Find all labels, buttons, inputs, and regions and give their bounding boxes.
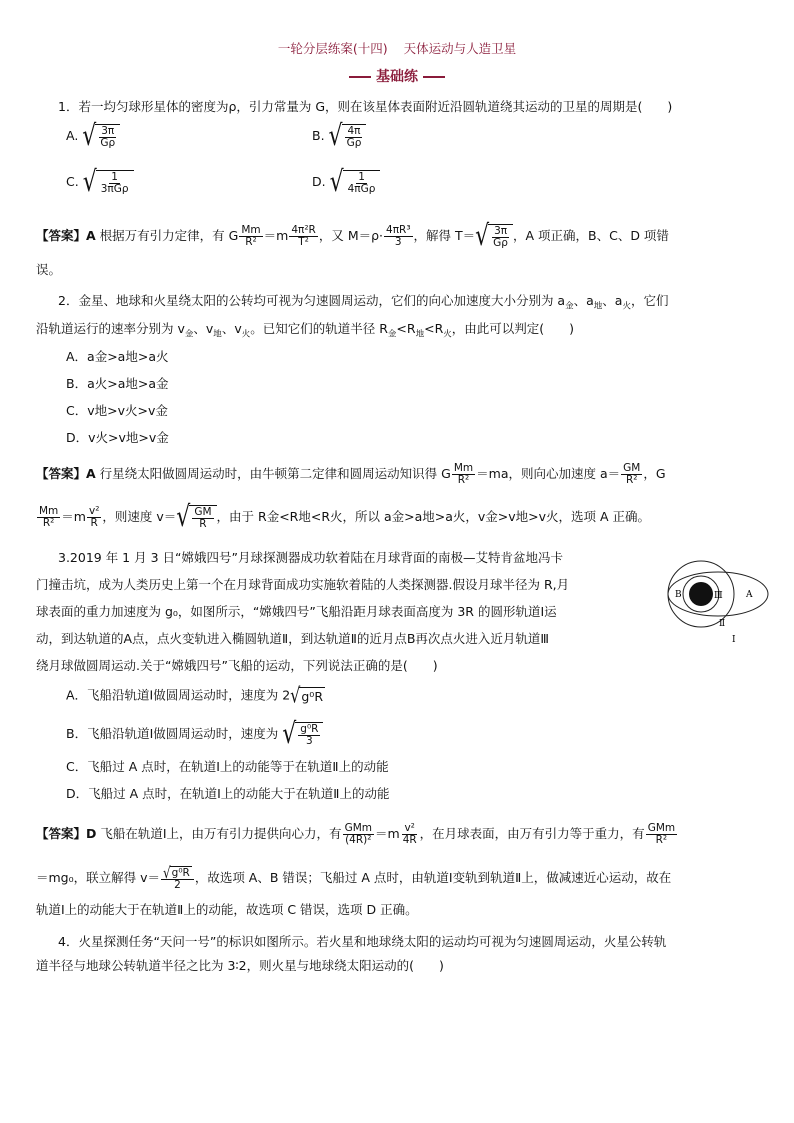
right-rule [423, 76, 445, 78]
q2-option-d: D．v火>v地>v金 [66, 430, 169, 445]
answer-text: ＝m [61, 509, 86, 524]
denominator: R² [42, 517, 55, 529]
q3-stem-line5: 绕月球做圆周运动.关于“嫦娥四号”飞船的运动，下列说法正确的是( ) [36, 658, 438, 673]
answer-text: 根据万有引力定律，有 G [99, 228, 239, 243]
q2-answer-line1 [36, 463, 666, 486]
denominator: 4πGρ [347, 183, 376, 195]
q3-stem-line4: 动，到达轨道的A点，点火变轨进入椭圆轨道Ⅱ，到达轨道Ⅱ的近月点B再次点火进入近月轨道Ⅲ [36, 631, 550, 646]
stem-text: 沿轨道运行的速率分别为 v [36, 321, 185, 336]
denominator: R² [457, 474, 470, 486]
numerator: Mm [39, 505, 59, 517]
orbit-diagram [651, 560, 769, 650]
radicand: g⁰R [301, 689, 324, 704]
denominator: (4R)² [345, 834, 372, 846]
q3-answer-line2: ＝mg₀，联立解得 v＝ √ g⁰R 2 ，故选项 A、B 错误；飞船过 A 点时，由轨道Ⅰ变轨到轨道Ⅱ上，做减速近心运动，故在 [36, 863, 672, 891]
page-title [0, 39, 794, 57]
stem-text: <R [396, 321, 416, 336]
answer-text: ，又 M＝ρ· [318, 228, 384, 243]
q1-answer-line2: 误。 [36, 262, 62, 277]
stem-text: 、v [221, 321, 242, 336]
denominator: R² [245, 236, 257, 248]
q4-stem-line1: 4．火星探测任务“天问一号”的标识如图所示。若火星和地球绕太阳的运动均可视为匀速圆周运动，火星公转轨 [58, 934, 667, 949]
stem-text: ，由此可以判定( ) [451, 321, 575, 336]
radicand: g⁰R [171, 867, 190, 879]
title-left: 一轮分层练案(十四) [277, 41, 388, 56]
label-a: A [746, 590, 753, 600]
subscript: 金 [184, 329, 194, 340]
left-rule [349, 76, 371, 78]
answer-text: ，A 项正确，B、C、D 项错 [512, 228, 669, 243]
answer-text: ，在月球表面，由万有引力等于重力，有 [419, 826, 645, 841]
subscript: 地 [415, 329, 425, 340]
numerator: 3π [101, 125, 115, 137]
q3-stem-line2: 门撞击坑，成为人类历史上第一个在月球背面成功实施软着陆的人类探测器.假设月球半径为 R,月 [36, 577, 570, 592]
label-iii: Ⅲ [714, 591, 723, 601]
numerator: GMm [344, 822, 372, 834]
answer-text: 飞船在轨道Ⅰ上，由万有引力提供向心力，有 [100, 826, 342, 841]
stem-text: 。已知它们的轨道半径 R [250, 321, 388, 336]
answer-text: ，故选项 A、B 错误；飞船过 A 点时，由轨道Ⅰ变轨到轨道Ⅱ上，做减速近心运动，故在 [194, 870, 672, 885]
option-label: C. [66, 174, 79, 189]
q3-option-b: B．飞船沿轨道Ⅰ做圆周运动时，速度为 √ $\frac{\text{g⁰R}}{3}$ [66, 722, 323, 747]
q3-option-d: D．飞船过 A 点时，在轨道Ⅰ上的动能大于在轨道Ⅱ上的动能 [66, 786, 390, 801]
numerator: GMm [647, 822, 676, 834]
answer-text: ，则速度 v＝ [102, 509, 177, 524]
denominator: 3 [306, 735, 313, 747]
denominator: R [199, 518, 207, 530]
answer-text: ＝ma，则向心加速度 a＝ [476, 466, 621, 481]
stem-text: 2．金星、地球和火星绕太阳的公转均可视为匀速圆周运动，它们的向心加速度大小分别为 a [58, 293, 566, 308]
q2-option-c: C．v地>v火>v金 [66, 403, 168, 418]
q1-option-d [312, 165, 380, 199]
numerator: 4πR³ [386, 224, 411, 236]
moon [689, 582, 713, 606]
answer-text: ，由于 R金<R地<R火，所以 a金>a地>a火，v金>v地>v火，选项 A 正确。 [216, 509, 651, 524]
title-right: 天体运动与人造卫星 [403, 41, 517, 56]
numerator: 1 [358, 171, 365, 183]
denominator: Gρ [100, 137, 116, 149]
sqrt-expr: √ $\frac{1}{\text{4πGρ}}$ [330, 170, 381, 195]
option-label: D. [312, 174, 326, 189]
q2-option-b: B．a火>a地>a金 [66, 376, 169, 391]
option-text: B．飞船沿轨道Ⅰ做圆周运动时，速度为 [66, 726, 279, 741]
subscript: 地 [213, 329, 222, 340]
q3-stem-line1: 3.2019 年 1 月 3 日“嫦娥四号”月球探测器成功软着陆在月球背面的南极—艾特肯盆地冯卡 [58, 550, 563, 565]
option-label: A. [66, 128, 79, 143]
section-heading [0, 66, 794, 86]
subscript: 金 [565, 301, 574, 312]
numerator: 4π²R [291, 224, 316, 236]
subscript: 金 [387, 329, 397, 340]
numerator: 4π [347, 125, 361, 137]
numerator: 1 [111, 171, 118, 183]
subscript: 火 [622, 301, 631, 312]
answer-text: ，G [643, 466, 666, 481]
q2-answer-line2: $\frac{Mm}{\text{R²}}$ ＝m $\frac{\text{v²}}{R}$ ，则速度 v＝ √ $\frac{GM}{R}$ ，由于 R金<R地<R火，所以 a金>a地>a火，v金>v地>v火，选项 A 正确。 [39, 500, 651, 534]
label-b: B [675, 590, 682, 600]
q3-option-a: A．飞船沿轨道Ⅰ做圆周运动时，速度为 2 √ g⁰R [66, 683, 324, 708]
stem-text: 、a [573, 293, 594, 308]
numerator: v² [88, 505, 100, 517]
denominator: 3πGρ [100, 183, 129, 195]
answer-text: ＝mg₀，联立解得 v＝ [36, 870, 160, 885]
answer-text: 行星绕太阳做圆周运动时，由牛顿第二定律和圆周运动知识得 G [99, 466, 451, 481]
section-label: 基础练 [376, 69, 418, 85]
option-text: A．飞船沿轨道Ⅰ做圆周运动时，速度为 2 [66, 687, 291, 703]
denominator: 2 [174, 879, 181, 891]
numerator: GM [194, 506, 212, 518]
answer-text: ＝m [263, 228, 289, 243]
numerator: v² [404, 822, 415, 834]
q1-answer-line1: 【答案】A 根据万有引力定律，有 G $\frac{Mm}{\text{R²}}$ ＝m $\frac{\text{4π²R}}{\text{T²}}$ ，又 M＝ρ· $\frac{\text{4πR³}}{3}$ ，解得 T＝ √ $\frac{3\pi}{G\rho}$ ，A 项正确，B、C、D 项错 [36, 219, 669, 253]
q3-answer-line3: 轨道Ⅰ上的动能大于在轨道Ⅱ上的动能，故选项 C 错误，选项 D 正确。 [36, 902, 418, 917]
q1-stem: 1．若一均匀球形星体的密度为ρ，引力常量为 G，则在该星体表面附近沿圆轨道绕其运动的卫星的周期是( ) [58, 99, 673, 114]
subscript: 火 [443, 329, 452, 340]
denominator: R [90, 517, 98, 529]
subscript: 地 [593, 301, 603, 312]
option-label: B. [312, 128, 325, 143]
numerator: 3π [494, 225, 508, 237]
numerator: g⁰R [300, 723, 319, 735]
q3-option-c: C．飞船过 A 点时，在轨道Ⅰ上的动能等于在轨道Ⅱ上的动能 [66, 759, 389, 774]
answer-text: ，解得 T＝ [413, 228, 476, 243]
denominator: R² [655, 834, 668, 846]
numerator: Mm [241, 224, 261, 236]
answer-text: ＝m [375, 826, 400, 841]
denominator: T² [298, 236, 309, 248]
stem-text: 、a [602, 293, 623, 308]
stem-text: <R [424, 321, 444, 336]
sqrt-expr: √ $\frac{4\pi}{G\rho}$ [329, 124, 367, 149]
label-ii: Ⅱ [719, 619, 726, 629]
label-i: Ⅰ [732, 635, 736, 645]
answer-tag: 【答案】A [36, 228, 96, 243]
answer-tag: 【答案】D [36, 826, 97, 841]
denominator: 3 [394, 236, 402, 248]
denominator: Gρ [346, 137, 362, 149]
q2-stem-line2 [36, 321, 574, 343]
numerator: Mm [453, 462, 474, 474]
sqrt-expr: √ $\frac{3\pi}{G\rho}$ [82, 124, 120, 149]
denominator: R² [625, 474, 638, 486]
answer-tag: 【答案】A [36, 466, 96, 481]
stem-text: 、v [193, 321, 214, 336]
q2-stem-line1 [58, 293, 669, 315]
q1-option-a [66, 119, 120, 153]
q3-answer-line1 [36, 823, 678, 846]
numerator: GM [623, 462, 641, 474]
q2-option-a: A．a金>a地>a火 [66, 349, 169, 364]
q3-stem-line3: 球表面的重力加速度为 g₀，如图所示，“嫦娥四号”飞船沿距月球表面高度为 3R 的圆形轨道Ⅰ运 [36, 604, 557, 619]
q1-option-b [312, 119, 366, 153]
denominator: 4R [402, 834, 417, 846]
q4-stem-line2: 道半径与地球公转轨道半径之比为 3∶2，则火星与地球绕太阳运动的( ) [36, 958, 444, 973]
stem-text: ，它们 [630, 293, 669, 308]
sqrt-expr: √ $\frac{1}{\text{3πGρ}}$ [83, 170, 134, 195]
denominator: Gρ [493, 237, 508, 249]
subscript: 火 [241, 329, 251, 340]
q1-option-c [66, 165, 134, 199]
